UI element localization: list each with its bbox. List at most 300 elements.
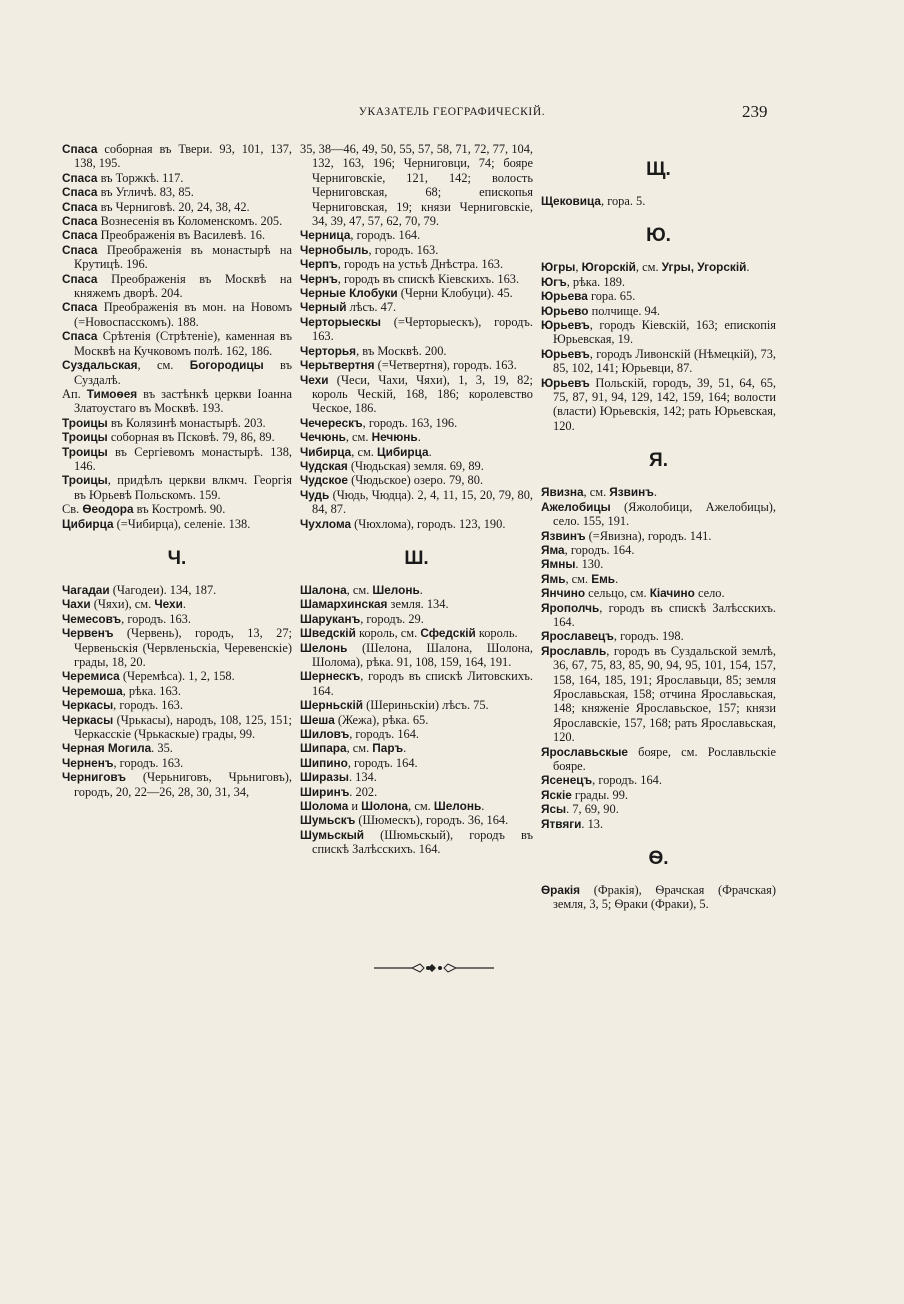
entry-text: , городъ. 163, 196.: [362, 415, 458, 430]
entry-headword: Щековица: [541, 194, 601, 208]
index-entry: [300, 813, 533, 827]
entry-headword: Ясенецъ: [541, 773, 593, 788]
index-entry: [62, 517, 292, 531]
entry-text: Польскій, городъ, 39, 51, 64, 65, 75, 87, 91, 94, 129, 142, 159, 164; волости (власти) Юрьевскія, 142; рать Юрьевская, 120.: [553, 375, 776, 433]
entry-text: (Черьниговъ, Чрьниговъ), городъ, 20, 22—26, 28, 30, 31, 34,: [74, 770, 292, 799]
entry-headword: Шипара: [300, 741, 347, 756]
entry-crossref: Сфедскій: [420, 626, 476, 641]
entry-text: , городъ въ спискѣ Залѣсскихъ. 164.: [553, 600, 776, 629]
index-entry: [300, 300, 533, 314]
index-entry: [541, 601, 776, 630]
entry-headword: Черные Клобуки: [300, 286, 398, 301]
entry-text: , см.: [408, 799, 434, 814]
entry-crossref: Чехи: [154, 597, 183, 612]
entry-text: , городъ. 163.: [121, 611, 191, 626]
index-entry: [62, 214, 292, 228]
index-entry: [300, 315, 533, 344]
entry-text: , городъ. 29.: [360, 611, 424, 626]
entry-headword: Черная Могила: [62, 741, 152, 756]
index-entry: [62, 358, 292, 387]
entry-text: , городъ. 198.: [613, 629, 684, 644]
entry-text: , придѣлъ церкви влкмч. Георгія въ Юрьевѣ Польскомъ. 159.: [74, 473, 292, 502]
entry-text: , см.: [346, 741, 373, 756]
entry-crossref: Емь: [591, 571, 616, 586]
entry-text: земля. 134.: [387, 597, 449, 612]
entry-text: , см.: [565, 571, 592, 586]
entry-headword: Черторья: [300, 343, 357, 358]
index-entry: [300, 741, 533, 755]
section-letter: Ч.: [167, 547, 187, 569]
entry-headword: Троицы: [62, 473, 108, 488]
index-entry: [62, 756, 292, 770]
entry-headword: Юрьева: [541, 289, 588, 304]
entry-text: , городъ на устьѣ Днѣстра. 163.: [337, 257, 504, 272]
entry-text: (Черемѣса). 1, 2, 158.: [119, 669, 235, 684]
index-entry: [300, 517, 533, 531]
entry-headword: Спаса: [62, 199, 98, 214]
entry-text: , городъ. 163.: [113, 755, 184, 770]
entry-headword: Шерньскій: [300, 698, 363, 713]
entry-text: грады. 99.: [571, 787, 628, 802]
entry-text: , городъ. 163.: [113, 698, 183, 713]
entry-crossref: Нечюнь: [371, 430, 418, 445]
index-entry: [62, 669, 292, 683]
index-entry: [62, 445, 292, 474]
entry-text: король.: [475, 626, 518, 641]
entry-text: (Шюмьскый), городъ въ спискѣ Залѣсскихъ. 164.: [312, 827, 533, 857]
index-entry: [541, 347, 776, 376]
index-entry: [300, 344, 533, 358]
entry-text: .: [428, 444, 432, 459]
entry-headword: Черемоша: [62, 683, 123, 698]
index-entry: [300, 641, 533, 670]
entry-text: (Чрькасы), народъ, 108, 125, 151; Черкасскіе (Чрькаскые) грады, 99.: [74, 712, 292, 742]
index-entry: [541, 500, 776, 529]
entry-text: въ Сергіевомъ монастырѣ. 138, 146.: [74, 444, 292, 473]
index-entry: [300, 828, 533, 857]
entry-headword: Ѳеодора: [82, 502, 134, 517]
header-title: УКАЗАТЕЛЬ ГЕОГРАФИЧЕСКІЙ.: [358, 106, 546, 118]
entry-headword: Черненъ: [62, 755, 114, 770]
entry-headword: Ажелобицы: [541, 499, 611, 514]
index-entry: [300, 488, 533, 517]
entry-text: . 134.: [348, 770, 377, 785]
index-entry: [300, 445, 533, 459]
entry-text: (Фракія), Ѳрачская (Фрачская) земля, 3, 5; Ѳраки (Фраки), 5.: [553, 883, 776, 912]
entry-text: 35, 38—46, 49, 50, 55, 57, 58, 71, 72, 77, 104, 132, 163, 196; Черниговци, 74; бояре Черниговскіе, 121, 142; волость Черниговская, 68; епископья Черниговская, 19; князи Черниговскіе, 34, 39, 47, 57, 62, 70, 79.: [300, 142, 533, 229]
entry-headword: Чудь: [300, 487, 330, 502]
entry-headword: Червенъ: [62, 626, 114, 641]
index-entry: [300, 373, 533, 416]
entry-headword: Ярополчь: [541, 600, 600, 615]
entry-headword: Троицы: [62, 415, 108, 430]
entry-text: (Шелона, Шалона, Шолона, Шолома), рѣка. 91, 108, 159, 164, 191.: [312, 640, 533, 669]
index-entry: [62, 713, 292, 742]
entry-text: , городъ. 164.: [564, 542, 635, 557]
entry-text: , городъ въ спискѣ Литовскихъ. 164.: [312, 669, 533, 698]
entry-text: Преображенія въ Москвѣ на княжемъ дворѣ. 204.: [74, 271, 292, 301]
entry-headword: Шалона: [300, 582, 347, 597]
entry-headword: Ярославьскые: [541, 744, 628, 759]
entry-headword: Янчино: [541, 586, 586, 601]
index-entry: [541, 260, 776, 274]
index-entry: [300, 430, 533, 444]
entry-text: (Черни Клобуци). 45.: [397, 286, 513, 301]
entry-text: (Яжолобици, Ажелобицы), село. 155, 191.: [553, 499, 776, 529]
entry-headword: Шернескъ: [300, 669, 361, 684]
entry-crossref: Шолона: [361, 799, 409, 814]
index-entry: [62, 502, 292, 516]
entry-text: , см.: [583, 485, 610, 500]
entry-text: въ застѣнкѣ церкви Іоанна Златоустаго въ Москвѣ. 193.: [74, 386, 292, 416]
entry-text: .: [481, 799, 485, 814]
entry-crossref: Шелонь: [372, 582, 420, 597]
entry-headword: Чернобыль: [300, 242, 369, 257]
entry-headword: Юрьево: [541, 303, 589, 318]
index-column-3: [541, 142, 776, 912]
index-entry: [541, 802, 776, 816]
index-entry: [62, 416, 292, 430]
entry-text: и: [348, 799, 362, 814]
entry-headword: Чернъ: [300, 271, 338, 286]
entry-headword: Шеша: [300, 712, 335, 727]
entry-text: соборная въ Псковѣ. 79, 86, 89.: [107, 430, 275, 445]
entry-text: . 7, 69, 90.: [566, 802, 619, 817]
index-entry: [541, 529, 776, 543]
entry-text: , городъ Ливонскій (Нѣмецкій), 73, 85, 102, 141; Юрьевци, 87.: [553, 346, 776, 376]
index-entry: [62, 243, 292, 272]
entry-text: (Шериньскіи) лѣсъ. 75.: [363, 698, 489, 713]
index-entry: [62, 272, 292, 301]
index-entry: [541, 644, 776, 745]
entry-headword: Чудская: [300, 458, 348, 473]
entry-text: , см.: [346, 582, 373, 597]
index-entry: [62, 200, 292, 214]
entry-text: .: [182, 597, 186, 612]
entry-text: .: [653, 485, 657, 500]
entry-text: Св.: [62, 502, 83, 517]
entry-headword: Шолома: [300, 799, 349, 814]
entry-crossref: Цибирца: [376, 444, 429, 459]
index-entry: [541, 289, 776, 303]
index-entry: [62, 770, 292, 799]
index-entry: [541, 586, 776, 600]
entry-headword: Спаса: [62, 300, 98, 315]
index-entry: [300, 626, 533, 640]
entry-headword: Спаса: [62, 271, 98, 286]
index-entry: [300, 713, 533, 727]
entry-headword: Троицы: [62, 430, 108, 445]
entry-text: , городъ. 164.: [349, 727, 420, 742]
entry-headword: Ярославль: [541, 643, 607, 658]
index-column-2: [300, 142, 533, 857]
entry-headword: Спаса: [62, 214, 98, 229]
entry-headword: Тимоѳея: [86, 386, 138, 401]
entry-headword: Яма: [541, 542, 565, 557]
index-entry: [300, 698, 533, 712]
index-entry: [541, 194, 776, 208]
entry-text: въ Колязинѣ монастырѣ. 203.: [107, 415, 266, 430]
entry-text: , см.: [635, 260, 662, 275]
entry-headword: Шамархинская: [300, 597, 388, 612]
entry-text: въ Черниговѣ. 20, 24, 38, 42.: [97, 199, 250, 214]
entry-headword: Спаса: [62, 228, 98, 243]
entry-headword: Чибирца: [300, 444, 352, 459]
index-entry: [62, 329, 292, 358]
entry-text: , городъ. 164.: [347, 755, 418, 770]
entry-headword: Шипино: [300, 755, 348, 770]
entry-headword: Черкасы: [62, 712, 114, 727]
entry-headword: Черемиса: [62, 669, 120, 684]
entry-text: въ Костромѣ. 90.: [133, 502, 226, 517]
entry-headword: Ярославецъ: [541, 629, 614, 644]
index-entry: [541, 543, 776, 557]
entry-text: село.: [694, 586, 725, 601]
entry-text: (Червень), городъ, 13, 27; Червеньскія (Червленьскіа, Черевенскіе) грады, 18, 20.: [74, 626, 292, 669]
index-entry: [300, 669, 533, 698]
index-entry: [541, 773, 776, 787]
entry-text: сельцо, см.: [585, 586, 650, 601]
entry-headword: Шумьскый: [300, 827, 365, 842]
entry-headword: Ясы: [541, 802, 567, 817]
entry-text: Срѣтенія (Стрѣтеніе), каменная въ Москвѣ на Кучковомъ полѣ. 162, 186.: [74, 329, 292, 358]
index-entry: [300, 473, 533, 487]
index-entry: [62, 300, 292, 329]
entry-headword: Спаса: [62, 242, 98, 257]
section-letter: Ю.: [646, 225, 671, 247]
entry-headword: Шаруканъ: [300, 611, 361, 626]
entry-text: , городъ. 164.: [592, 773, 662, 788]
entry-headword: Ятвяги: [541, 816, 582, 831]
entry-text: , см.: [137, 358, 190, 373]
ornament-divider: [372, 962, 496, 974]
index-entry: [541, 572, 776, 586]
entry-headword: Ширинъ: [300, 784, 350, 799]
entry-headword: Спаса: [62, 170, 98, 185]
entry-headword: Ямь: [541, 571, 566, 586]
entry-text: , городъ въ спискѣ Кіевскихъ. 163.: [337, 271, 520, 286]
entry-text: въ Торжкѣ. 117.: [97, 170, 184, 185]
index-entry: [62, 142, 292, 171]
entry-text: (=Чибирца), селеніе. 138.: [113, 516, 251, 531]
entry-text: . 202.: [349, 784, 378, 799]
index-entry: [62, 583, 292, 597]
entry-headword: Яскіе: [541, 787, 572, 802]
entry-text: Преображенія въ монастырѣ на Крутицѣ. 196.: [74, 242, 292, 272]
entry-text: , гора. 5.: [601, 194, 646, 208]
index-entry: [62, 684, 292, 698]
index-entry: [62, 430, 292, 444]
index-entry: [62, 473, 292, 502]
index-entry: [541, 376, 776, 434]
index-entry: [300, 416, 533, 430]
entry-text: (Чюхлома), городъ. 123, 190.: [351, 516, 506, 531]
index-entry: [300, 243, 533, 257]
entry-text: (Чюдь, Чюдца). 2, 4, 11, 15, 20, 79, 80, 84, 87.: [312, 487, 533, 517]
entry-headword: Чечерескъ: [300, 415, 363, 430]
entry-text: (=Явизна), городъ. 141.: [585, 528, 712, 543]
page-number: 239: [742, 102, 768, 121]
entry-headword: Ямны: [541, 557, 576, 572]
index-entry: [300, 756, 533, 770]
index-entry: [300, 727, 533, 741]
index-entry: [541, 304, 776, 318]
entry-headword: Ширазы: [300, 770, 349, 785]
entry-text: .: [746, 260, 750, 275]
index-entry: [62, 387, 292, 416]
section-letter: Ш.: [404, 547, 429, 569]
entry-headword: Юрьевъ: [541, 346, 590, 361]
entry-headword: Юрьевъ: [541, 318, 590, 333]
index-entry: [300, 785, 533, 799]
index-entry: [62, 597, 292, 611]
index-entry: [300, 286, 533, 300]
entry-text: (=Черторыескъ), городъ. 163.: [312, 314, 533, 344]
entry-headword: Шведскій: [300, 626, 356, 641]
section-letter: Я.: [649, 450, 668, 472]
index-entry: [300, 799, 533, 813]
entry-headword: Юрьевъ: [541, 375, 590, 390]
index-entry: [541, 788, 776, 802]
entry-text: гора. 65.: [587, 289, 636, 304]
entry-text: , городъ. 164.: [350, 228, 421, 243]
index-entry: [541, 275, 776, 289]
entry-text: . 13.: [581, 816, 604, 831]
index-entry: [300, 597, 533, 611]
entry-headword: Шелонь: [300, 640, 348, 655]
index-entry: [541, 883, 776, 912]
entry-text: , городъ въ Суздальской землѣ, 36, 67, 75, 83, 85, 90, 94, 95, 101, 154, 157, 158, 164, 185, 191; Ярославьци, 85; земля Ярославьская, 158; отчина Ярославьская, 148; княженіе Ярославьское, 157; князи Ярославскіе, 157, 168; рать Ярославьская, 120.: [553, 643, 776, 745]
entry-headword: Ѳракія: [541, 883, 581, 898]
entry-text: (Чюдьское) озеро. 79, 80.: [347, 473, 484, 488]
entry-text: соборная въ Твери. 93, 101, 137, 138, 195.: [74, 142, 292, 171]
entry-headword: Шумьскъ: [300, 813, 356, 828]
entry-text: , рѣка. 163.: [122, 683, 181, 698]
entry-text: въ Угличѣ. 83, 85.: [97, 185, 194, 200]
index-entry: [300, 272, 533, 286]
section-letter: Ѳ.: [648, 848, 669, 870]
entry-headword: Югры: [541, 260, 576, 275]
entry-headword: Чудское: [300, 473, 348, 488]
entry-text: Преображенія въ Василевѣ. 16.: [97, 228, 266, 243]
index-entry: [541, 817, 776, 831]
index-entry: [62, 626, 292, 669]
entry-text: ,: [575, 260, 582, 275]
entry-text: (Чюдьская) земля. 69, 89.: [347, 458, 484, 473]
index-entry: [62, 171, 292, 185]
entry-text: , см.: [345, 430, 372, 445]
entry-headword: Чагадаи: [62, 582, 110, 597]
entry-headword: Спаса: [62, 329, 98, 344]
index-entry: [300, 228, 533, 242]
entry-crossref: Югорскій: [581, 260, 636, 275]
index-entry: [300, 257, 533, 271]
entry-text: , см.: [351, 444, 377, 459]
entry-headword: Троицы: [62, 444, 108, 459]
entry-headword: Югъ: [541, 274, 567, 289]
entry-headword: Черторыескы: [300, 314, 381, 329]
index-entry: [62, 228, 292, 242]
entry-text: . 130.: [575, 557, 604, 572]
index-entry: [300, 583, 533, 597]
index-entry: [541, 745, 776, 774]
section-letter: Щ.: [646, 159, 671, 180]
entry-text: .: [417, 430, 421, 445]
entry-headword: Чухлома: [300, 516, 352, 531]
entry-text: (Чеси, Чахи, Чяхи), 1, 3, 19, 82; король Ческій, 168, 186; королевство Ческое, 186.: [312, 372, 533, 416]
entry-text: .: [419, 582, 423, 597]
index-entry: [300, 459, 533, 473]
index-entry: [541, 629, 776, 643]
entry-headword: Язвинъ: [541, 528, 586, 543]
index-entry: [62, 185, 292, 199]
index-entry: [62, 741, 292, 755]
entry-text: (Шюмескъ), городъ. 36, 164.: [355, 813, 509, 828]
entry-text: Вознесенія въ Коломенскомъ. 205.: [97, 214, 283, 229]
entry-text: .: [403, 741, 407, 756]
entry-headword: Спаса: [62, 185, 98, 200]
entry-headword: Шиловъ: [300, 727, 350, 742]
entry-text: . 35.: [151, 741, 173, 756]
entry-text: , рѣка. 189.: [566, 274, 626, 289]
entry-crossref: Богородицы: [189, 358, 264, 373]
index-entry: [62, 612, 292, 626]
entry-headword: Цибирца: [62, 516, 114, 531]
entry-text: лѣсъ. 47.: [346, 300, 397, 315]
entry-headword: Черный: [300, 300, 347, 315]
entry-text: (Жежа), рѣка. 65.: [334, 712, 429, 727]
entry-text: полчище. 94.: [588, 303, 661, 318]
entry-headword: Спаса: [62, 142, 98, 156]
entry-headword: Суздальская: [62, 358, 138, 373]
entry-crossref: Угры, Угорскій: [661, 260, 747, 275]
index-entry: [541, 485, 776, 499]
entry-text: (=Четвертня), городъ. 163.: [374, 358, 517, 373]
entry-headword: Чемесовъ: [62, 611, 122, 626]
entry-text: король, см.: [355, 626, 421, 641]
entry-headword: Чехи: [300, 372, 329, 387]
entry-headword: Явизна: [541, 485, 584, 500]
entry-text: , въ Москвѣ. 200.: [356, 343, 447, 358]
index-entry: [300, 770, 533, 784]
index-entry: [300, 612, 533, 626]
entry-text: въ Суздалѣ.: [74, 358, 293, 387]
entry-text: (Чяхи), см.: [90, 597, 155, 612]
index-entry: [541, 557, 776, 571]
index-entry: [541, 318, 776, 347]
entry-headword: Черьтвертня: [300, 358, 375, 373]
index-entry: [300, 142, 533, 228]
entry-headword: Черкасы: [62, 698, 114, 713]
index-entry: [62, 698, 292, 712]
entry-headword: Чечюнь: [300, 430, 346, 445]
index-entry: [300, 358, 533, 372]
entry-headword: Черница: [300, 228, 351, 243]
entry-text: Преображенія въ мон. на Новомъ (=Новоспасскомъ). 188.: [74, 300, 292, 329]
entry-headword: Чахи: [62, 597, 91, 612]
entry-text: (Чагодеи). 134, 187.: [109, 582, 217, 597]
entry-text: , городъ Кіевскій, 163; епископія Юрьевская, 19.: [553, 318, 776, 347]
entry-text: Ап.: [62, 386, 87, 401]
entry-text: .: [615, 571, 619, 586]
entry-headword: Черпъ: [300, 257, 338, 272]
entry-text: бояре, см. Рославльскіе бояре.: [553, 744, 776, 773]
entry-headword: Черниговъ: [62, 770, 126, 785]
entry-text: , городъ. 163.: [368, 242, 439, 257]
index-column-1: [62, 142, 292, 799]
entry-crossref: Шелонь: [433, 799, 482, 814]
entry-crossref: Кіачино: [649, 586, 695, 601]
